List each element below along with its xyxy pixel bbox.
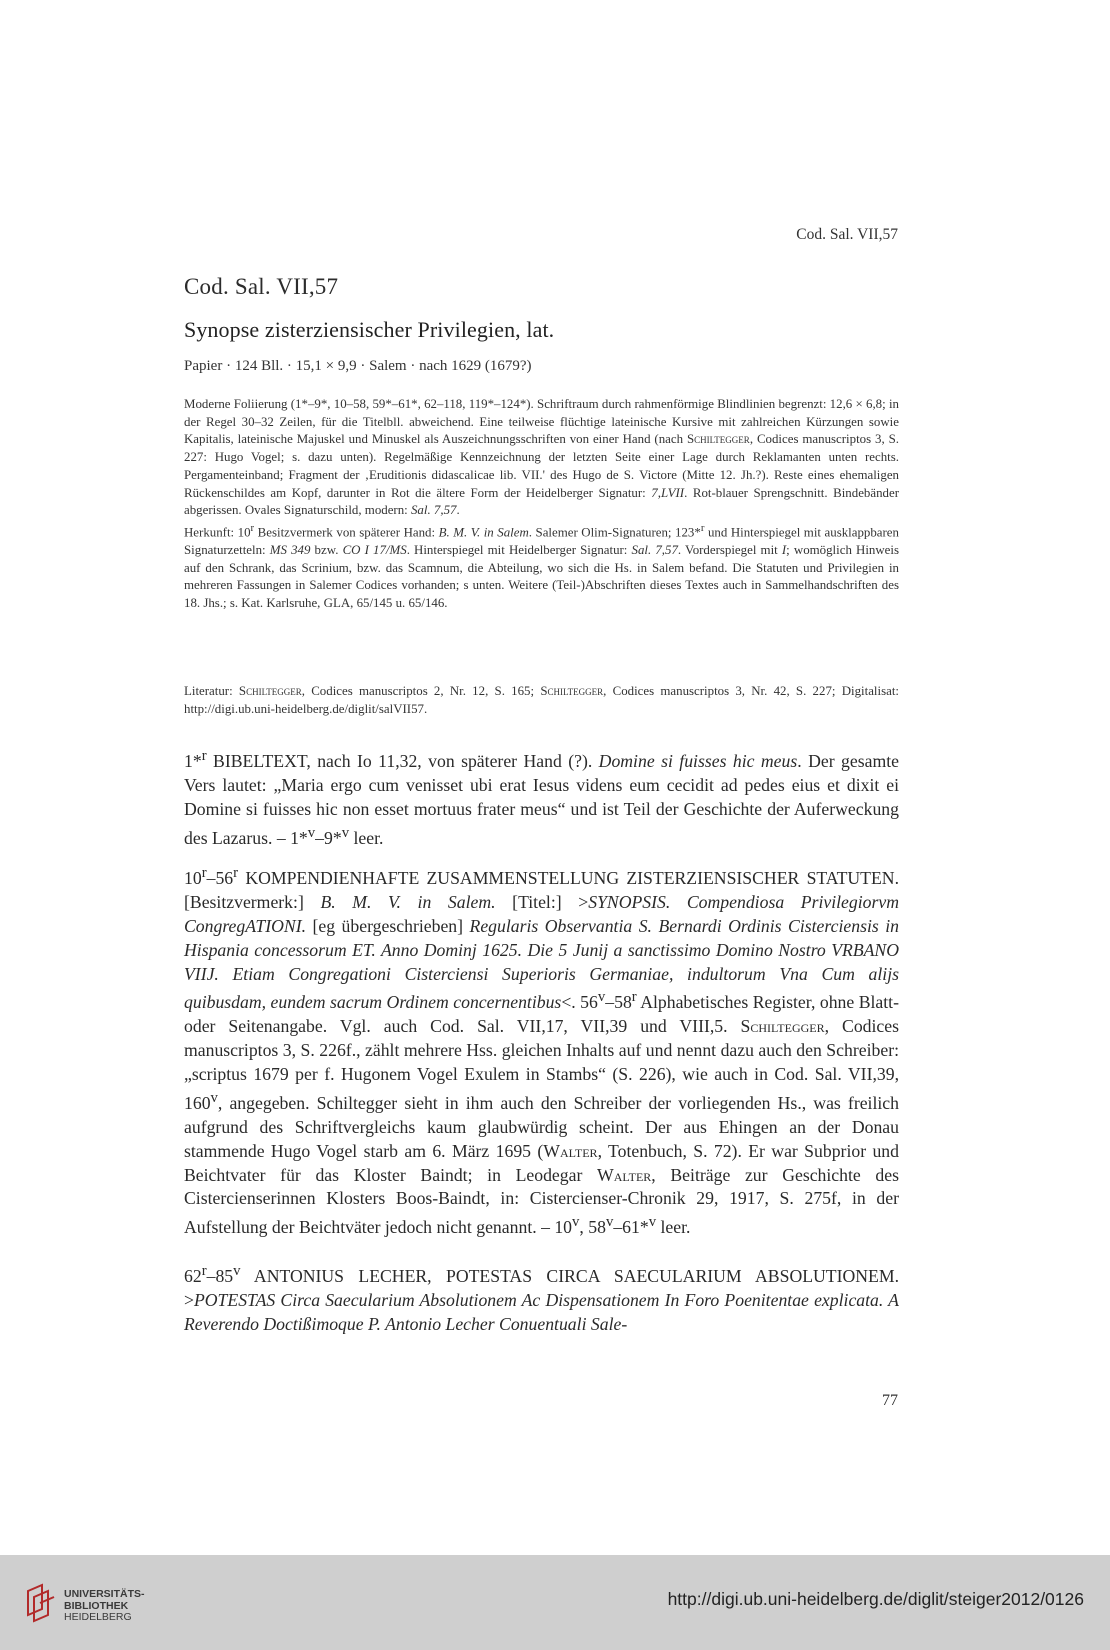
codicological-description bbox=[184, 396, 899, 613]
logo-line-1: UNIVERSITÄTS- bbox=[64, 1588, 145, 1600]
logo-line-3: HEIDELBERG bbox=[64, 1611, 132, 1623]
literature-paragraph: Literatur: Schiltegger, Codices manuscriptos 2, Nr. 12, S. 165; Schiltegger, Codices manuscriptos 3, Nr. 42, S. 227; Digitalisat: http://digi.ub.uni-heidelberg.de/diglit/salVII57. bbox=[184, 684, 899, 716]
library-logo-text[interactable] bbox=[64, 1589, 145, 1624]
viewer-footer bbox=[0, 1555, 1110, 1650]
description-paragraph: Moderne Foliierung (1*–9*, 10–58, 59*–61*, 62–118, 119*–124*). Schriftraum durch rahmenförmige Blindlinien begrenzt: 12,6 × 6,8; in der Regel 30–32 Zeilen, für die Titelbll. abweichend. Eine teilweise flüchtige lateinische Kursive mit zahlreichen Kürzungen sowie Kapitalis, lateinische Majuskel und Minuskel als Auszeichnungsschriften von einer Hand (nach Schiltegger, Codices manuscriptos 3, S. 227: Hugo Vogel; s. dazu unten). Regelmäßige Kennzeichnung der letzten Seite einer Lage durch Reklamanten unten rechts. Pergamenteinband; Fragment der ‚Eruditionis didascalicae lib. VII.' des Hugo de S. Victore (Mitte 12. Jh.?). Reste eines ehemaligen Rückenschildes am Kopf, darunter in Rot die ältere Form der Heidelberger Signatur: 7,LVII. Rot-blauer Sprengschnitt. Bindebänder abgerissen. Ovales Signaturschild, modern: Sal. 7,57. bbox=[184, 397, 899, 518]
shelfmark-heading: Cod. Sal. VII,57 bbox=[184, 274, 339, 299]
content-section-2 bbox=[184, 862, 899, 1240]
page-number: 77 bbox=[882, 1392, 898, 1409]
logo-line-2: BIBLIOTHEK bbox=[64, 1599, 129, 1612]
physical-description-line: Papier · 124 Bll. · 15,1 × 9,9 · Salem · nach 1629 (1679?) bbox=[184, 358, 532, 374]
content-section-3 bbox=[184, 1260, 899, 1337]
provenance-paragraph: Herkunft: 10$^r$ Besitzvermerk von späterer Hand: B. M. V. in Salem. Salemer Olim-Signaturen; 123*$^r$ und Hinterspiegel mit ausklappbaren Signaturzetteln: MS 349 bzw. CO I 17/MS. Hinterspiegel mit Heidelberger Signatur: Sal. 7,57. Vorderspiegel mit I; womöglich Hinweis auf den Schrank, das Scrinium, bzw. das Scamnum, die Abteilung, wo sich die Hs. in Salem befand. Die Statuten und Privilegien in mehreren Fassungen in Salemer Codices vorhanden; s unten. Weitere (Teil-)Abschriften dieses Textes auch in Sammelhandschriften des 18. Jhs.; s. Kat. Karlsruhe, GLA, 65/145 u. 65/146. bbox=[184, 521, 899, 611]
running-header: Cod. Sal. VII,57 bbox=[796, 226, 898, 243]
content-section-1 bbox=[184, 745, 899, 850]
section-2-text: 10$^r$–56$^r$ KOMPENDIENHAFTE ZUSAMMENSTELLUNG ZISTERZIENSISCHER STATUTEN. [Besitzvermerk:] B. M. V. in Salem. [Titel:] >SYNOPSIS. Compendiosa Privilegiorvm CongregATIONI. [eg übergeschrieben] Regularis Observantia S. Bernardi Ordinis Cisterciensis in Hispania concessorum ET. Anno Dominj 1625. Die 5 Junij a sanctissimo Domino Nostro VRBANO VIIJ. Etiam Congregationi Cisterciensi Superioris Germaniae, indultorum Vna Cum alijs quibusdam, eundem sacrum Ordinem concernentibus<. 56$^v$–58$^r$ Alphabetisches Register, ohne Blatt- oder Seitenangabe. Vgl. auch Cod. Sal. VII,17, VII,39 und VIII,5. Schiltegger, Codices manuscriptos 3, S. 226f., zählt mehrere Hss. gleichen Inhalts auf und nennt dazu auch den Schreiber: „scriptus 1679 per f. Hugonem Vogel Exulem in Stambs“ (S. 226), wie auch in Cod. Sal. VII,39, 160$^v$, angegeben. Schiltegger sieht in ihm auch den Schreiber der vorliegenden Hs., was freilich aufgrund des Schriftvergleichs kaum glaubwürdig scheint. Der aus Ehingen an der Donau stammende Hugo Vogel starb am 6. März 1695 (Walter, Totenbuch, S. 72). Er war Subprior und Beichtvater für das Kloster Baindt; in Leodegar Walter, Beiträge zur Geschichte des Cistercienserinnen Klosters Boos-Baindt, in: Cistercienser-Chronik 29, 1917, S. 275f, in der Aufstellung der Beichtväter jedoch nicht genannt. – 10$^v$, 58$^v$–61*$^v$ leer. bbox=[184, 865, 900, 1238]
library-logo-icon[interactable] bbox=[24, 1583, 58, 1630]
permalink-url[interactable]: http://digi.ub.uni-heidelberg.de/diglit/steiger2012/0126 bbox=[667, 1589, 1084, 1609]
section-3-text: 62$^r$–85$^v$ ANTONIUS LECHER, POTESTAS CIRCA SAECULARIUM ABSOLUTIONEM. >POTESTAS Circa Saecularium Absolutionem Ac Dispensationem In Foro Poenitentae explicata. A Reverendo Doctißimoque P. Antonio Lecher Conuentuali Sale- bbox=[184, 1263, 899, 1334]
entry-title: Synopse zisterziensischer Privilegien, lat. bbox=[184, 317, 555, 342]
section-1-text: 1*$^r$ BIBELTEXT, nach Io 11,32, von späterer Hand (?). Domine si fuisses hic meus. Der gesamte Vers lautet: „Maria ergo cum venisset ubi erat Iesus videns eum cecidit ad pedes eius et dixit ei Domine si fuisses hic non esset mortuus frater meus“ und ist Teil der Geschichte der Auferweckung des Lazarus. – 1*$^v$–9*$^v$ leer. bbox=[184, 748, 899, 848]
literature-block bbox=[184, 683, 899, 718]
